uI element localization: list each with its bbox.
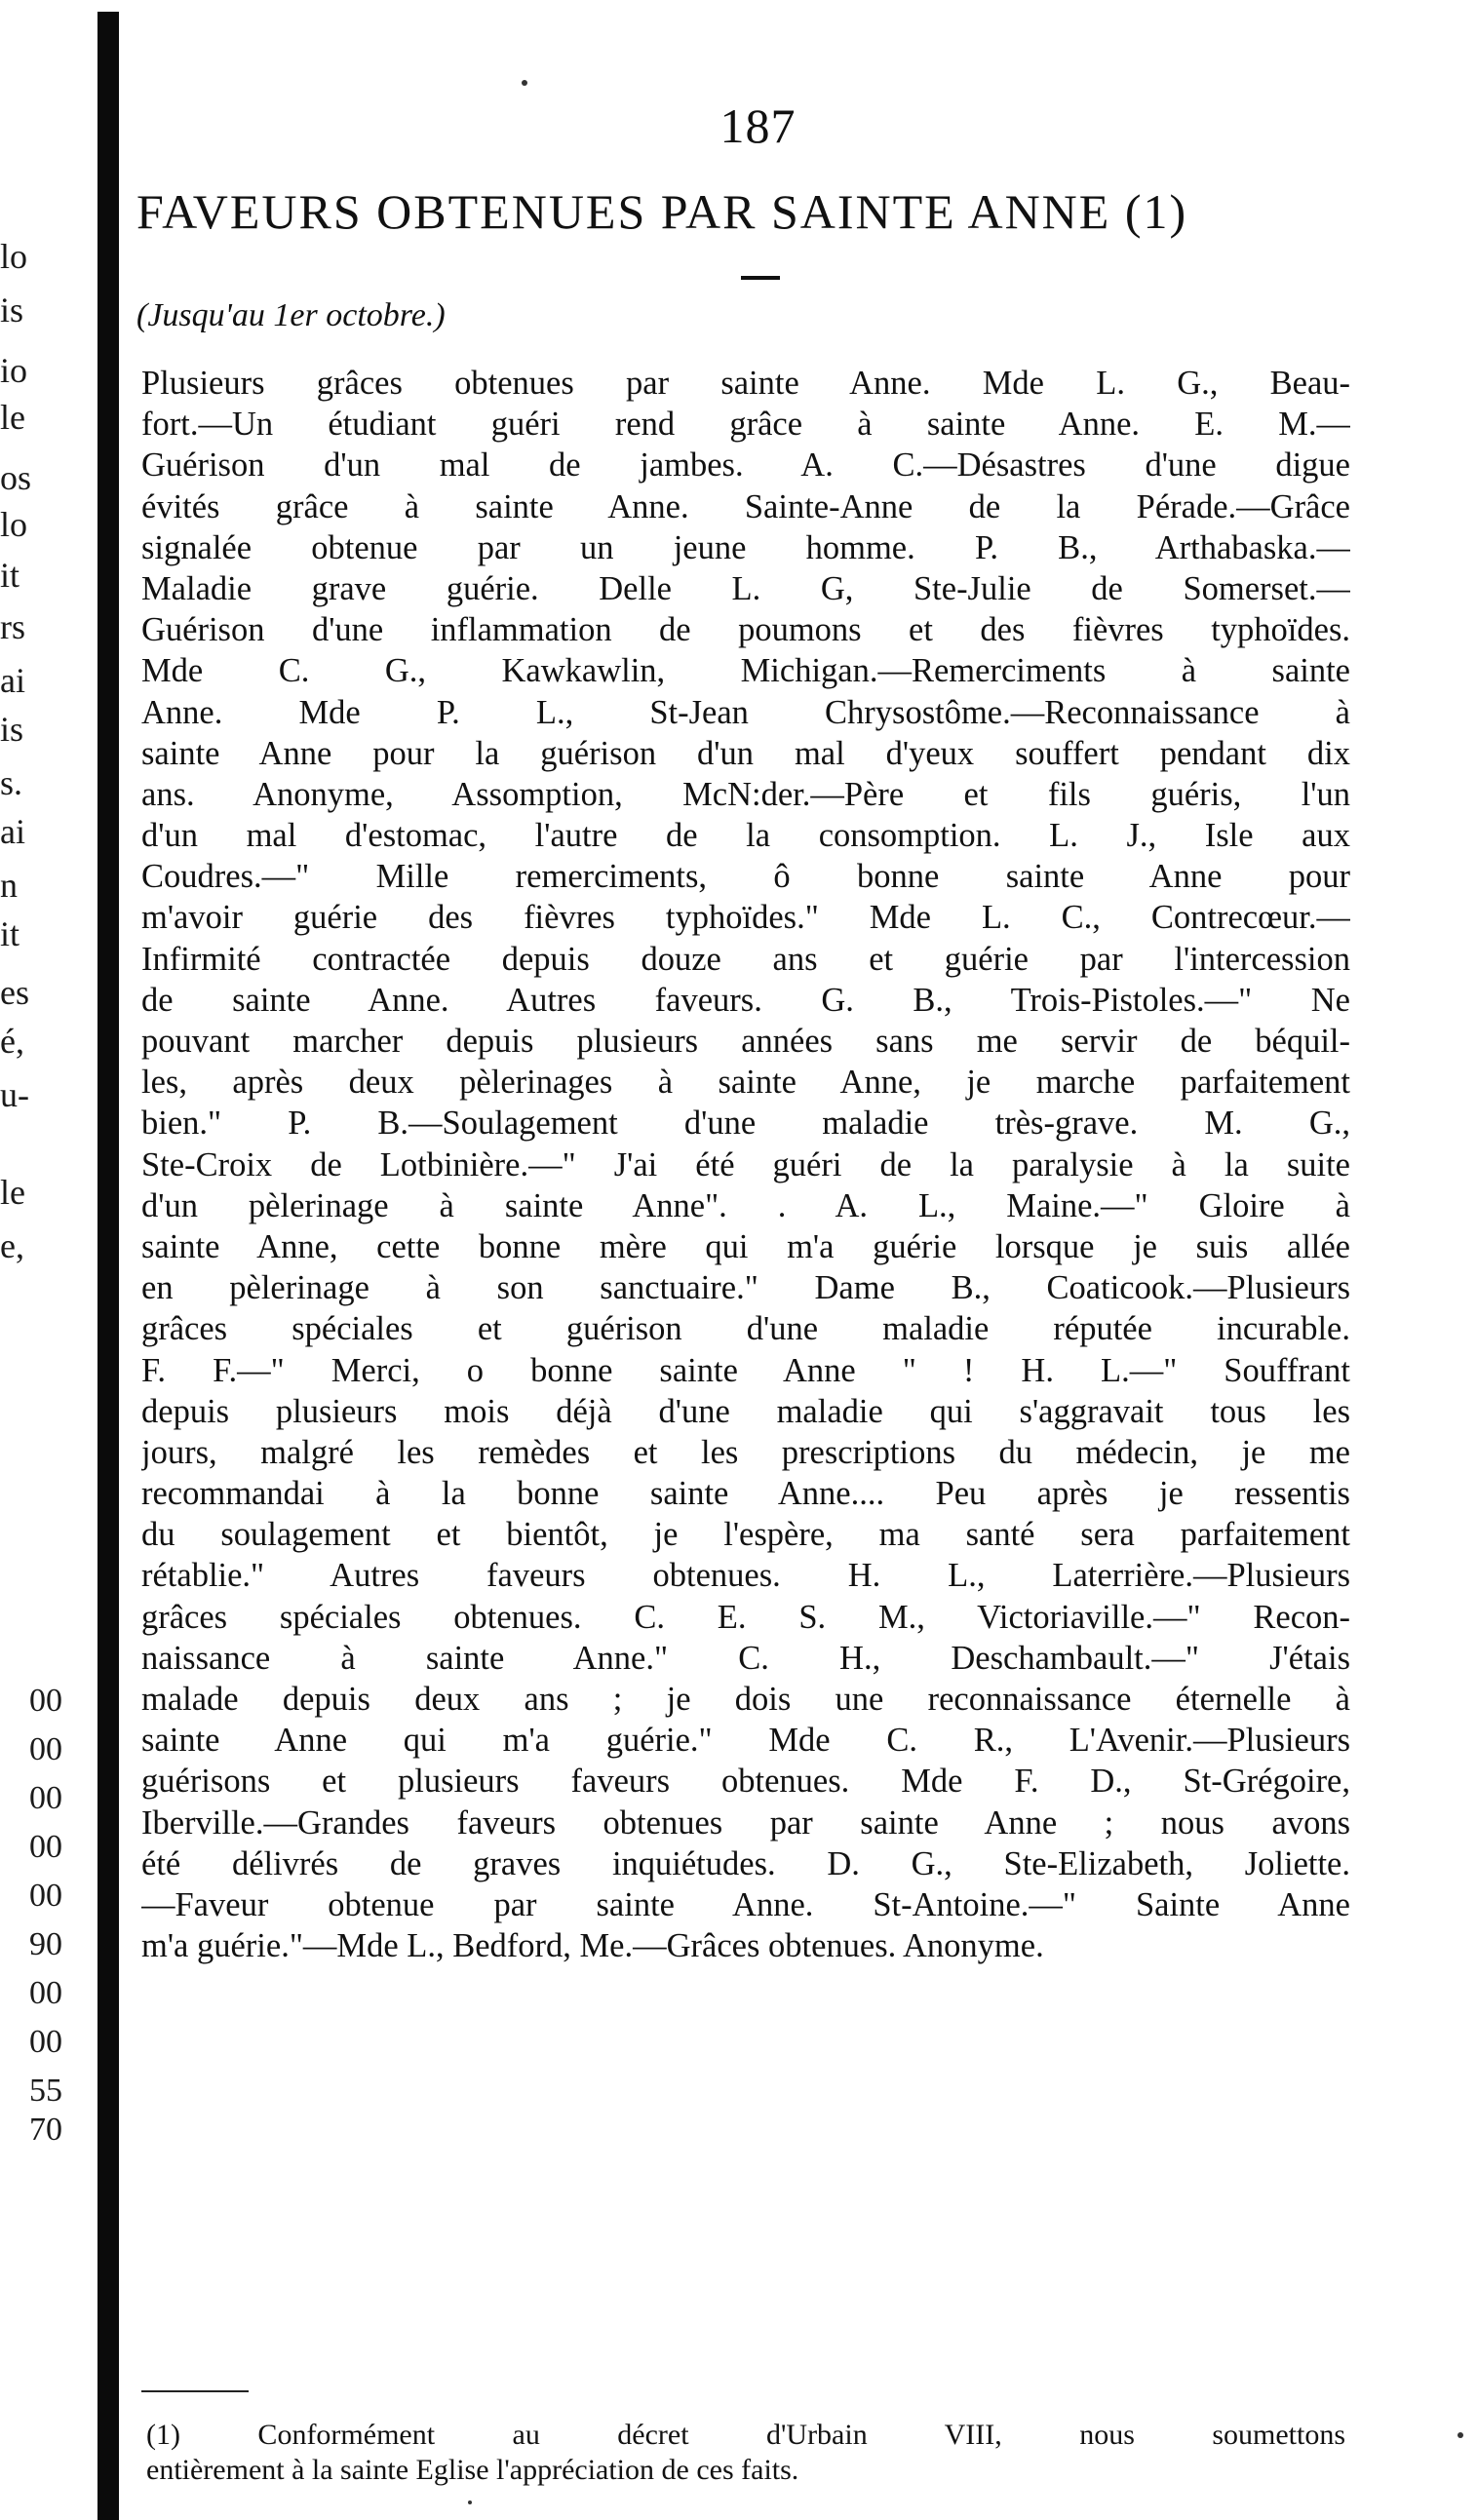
margin-number: 00 bbox=[29, 1683, 62, 1719]
page-title: FAVEURS OBTENUES PAR SAINTE ANNE (1) bbox=[136, 184, 1188, 239]
text-line: jours, malgré les remèdes et les prescriptions du médecin, je me bbox=[141, 1433, 1350, 1471]
margin-fragment: ai bbox=[0, 812, 25, 851]
text-line: d'un pèlerinage à sainte Anne". . A. L., Maine.—" Gloire à bbox=[141, 1186, 1350, 1224]
margin-number: 00 bbox=[29, 1878, 62, 1914]
margin-number: 90 bbox=[29, 1926, 62, 1962]
margin-fragment: rs bbox=[0, 607, 25, 646]
text-line: Iberville.—Grandes faveurs obtenues par sainte Anne ; nous avons bbox=[141, 1803, 1350, 1842]
text-line: Guérison d'un mal de jambes. A. C.—Désastres d'une digue bbox=[141, 446, 1350, 485]
text-line: du soulagement et bientôt, je l'espère, ma santé sera parfaitement bbox=[141, 1516, 1350, 1554]
text-line: m'a guérie."—Mde L., Bedford, Me.—Grâces obtenues. Anonyme. bbox=[141, 1927, 1044, 1965]
text-line: Maladie grave guérie. Delle L. G, Ste-Julie de Somerset.— bbox=[141, 569, 1350, 607]
text-line: sainte Anne pour la guérison d'un mal d'yeux souffert pendant dix bbox=[141, 734, 1350, 772]
margin-fragment: it bbox=[0, 556, 20, 595]
body-paragraph bbox=[141, 363, 1350, 1966]
margin-fragment: it bbox=[0, 914, 20, 953]
margin-fragment: n bbox=[0, 866, 18, 905]
page-number: 187 bbox=[719, 98, 797, 153]
margin-fragment: le bbox=[0, 398, 25, 437]
footnote bbox=[146, 2418, 1345, 2488]
text-line: ans. Anonyme, Assomption, McN:der.—Père et fils guéris, l'un bbox=[141, 775, 1350, 813]
text-line: de sainte Anne. Autres faveurs. G. B., Trois-Pistoles.—" Ne bbox=[141, 981, 1350, 1019]
footnote-line: (1) Conformément au décret d'Urbain VIII, nous soumettons bbox=[146, 2419, 1345, 2451]
margin-fragment: os bbox=[0, 458, 32, 497]
text-line: Mde C. G., Kawkawlin, Michigan.—Remerciments à sainte bbox=[141, 652, 1350, 690]
print-speck bbox=[468, 2501, 472, 2504]
margin-fragment: ai bbox=[0, 661, 25, 700]
margin-fragment: is bbox=[0, 291, 24, 330]
text-line: grâces spéciales et guérison d'une maladie réputée incurable. bbox=[141, 1310, 1350, 1348]
print-speck bbox=[1458, 2432, 1463, 2438]
margin-fragment: lo bbox=[0, 237, 28, 276]
margin-fragment: s. bbox=[0, 763, 23, 802]
margin-number: 00 bbox=[29, 1731, 62, 1767]
text-line: signalée obtenue par un jeune homme. P. B., Arthabaska.— bbox=[141, 528, 1350, 566]
dateline: (Jusqu'au 1er octobre.) bbox=[136, 297, 446, 333]
text-line: bien." P. B.—Soulagement d'une maladie très-grave. M. G., bbox=[141, 1105, 1350, 1143]
margin-fragment: lo bbox=[0, 505, 28, 544]
text-line: Ste-Croix de Lotbinière.—" J'ai été guéri de la paralysie à la suite bbox=[141, 1145, 1350, 1183]
text-line: fort.—Un étudiant guéri rend grâce à sainte Anne. E. M.— bbox=[141, 406, 1350, 444]
text-line: malade depuis deux ans ; je dois une reconnaissance éternelle à bbox=[141, 1681, 1350, 1718]
margin-fragment: é, bbox=[0, 1022, 24, 1061]
margin-number: 00 bbox=[29, 2024, 62, 2060]
margin-fragment: u- bbox=[0, 1075, 29, 1114]
text-line: pouvant marcher depuis plusieurs années sans me servir de béquil- bbox=[141, 1023, 1350, 1060]
text-line: les, après deux pèlerinages à sainte Anne, je marche parfaitement bbox=[141, 1064, 1350, 1102]
text-line: rétablie." Autres faveurs obtenues. H. L., Laterrière.—Plusieurs bbox=[141, 1557, 1350, 1595]
text-line: naissance à sainte Anne." C. H., Deschambault.—" J'étais bbox=[141, 1639, 1350, 1677]
text-line: —Faveur obtenue par sainte Anne. St-Antoine.—" Sainte Anne bbox=[141, 1885, 1350, 1923]
text-line: Coudres.—" Mille remerciments, ô bonne sainte Anne pour bbox=[141, 858, 1350, 896]
text-line: d'un mal d'estomac, l'autre de la consomption. L. J., Isle aux bbox=[141, 817, 1350, 855]
margin-fragment: e, bbox=[0, 1226, 24, 1265]
margin-fragment: le bbox=[0, 1173, 25, 1212]
text-line: Plusieurs grâces obtenues par sainte Anne. Mde L. G., Beau- bbox=[141, 365, 1350, 402]
binding-shadow bbox=[97, 12, 119, 2520]
margin-fragment: es bbox=[0, 973, 29, 1012]
text-line: F. F.—" Merci, o bonne sainte Anne " ! H. L.—" Souffrant bbox=[141, 1351, 1350, 1389]
text-line: été délivrés de graves inquiétudes. D. G., Ste-Elizabeth, Joliette. bbox=[141, 1844, 1350, 1882]
text-line: sainte Anne qui m'a guérie." Mde C. R., L'Avenir.—Plusieurs bbox=[141, 1722, 1350, 1760]
text-line: Anne. Mde P. L., St-Jean Chrysostôme.—Reconnaissance à bbox=[141, 693, 1350, 731]
margin-number: 70 bbox=[29, 2112, 62, 2148]
footnote-line: entièrement à la sainte Eglise l'appréciation de ces faits. bbox=[146, 2454, 799, 2486]
text-line: évités grâce à sainte Anne. Sainte-Anne de la Pérade.—Grâce bbox=[141, 487, 1350, 525]
text-line: sainte Anne, cette bonne mère qui m'a guérie lorsque je suis allée bbox=[141, 1227, 1350, 1265]
margin-number: 00 bbox=[29, 1975, 62, 2011]
text-line: en pèlerinage à son sanctuaire." Dame B., Coaticook.—Plusieurs bbox=[141, 1269, 1350, 1307]
title-underline bbox=[741, 276, 780, 280]
print-speck bbox=[522, 80, 527, 86]
margin-fragment: io bbox=[0, 351, 28, 390]
margin-number: 00 bbox=[29, 1829, 62, 1865]
margin-number: 55 bbox=[29, 2073, 62, 2109]
text-line: depuis plusieurs mois déjà d'une maladie qui s'aggravait tous les bbox=[141, 1392, 1350, 1430]
text-line: Infirmité contractée depuis douze ans et guérie par l'intercession bbox=[141, 940, 1350, 978]
text-line: recommandai à la bonne sainte Anne.... Peu après je ressentis bbox=[141, 1475, 1350, 1513]
text-line: grâces spéciales obtenues. C. E. S. M., Victoriaville.—" Recon- bbox=[141, 1598, 1350, 1636]
footnote-divider bbox=[141, 2390, 249, 2392]
margin-fragment: is bbox=[0, 710, 24, 749]
text-line: Guérison d'une inflammation de poumons et des fièvres typhoïdes. bbox=[141, 611, 1350, 649]
margin-number: 00 bbox=[29, 1780, 62, 1816]
text-line: m'avoir guérie des fièvres typhoïdes." Mde L. C., Contrecœur.— bbox=[141, 899, 1350, 937]
text-line: guérisons et plusieurs faveurs obtenues. Mde F. D., St-Grégoire, bbox=[141, 1763, 1350, 1801]
